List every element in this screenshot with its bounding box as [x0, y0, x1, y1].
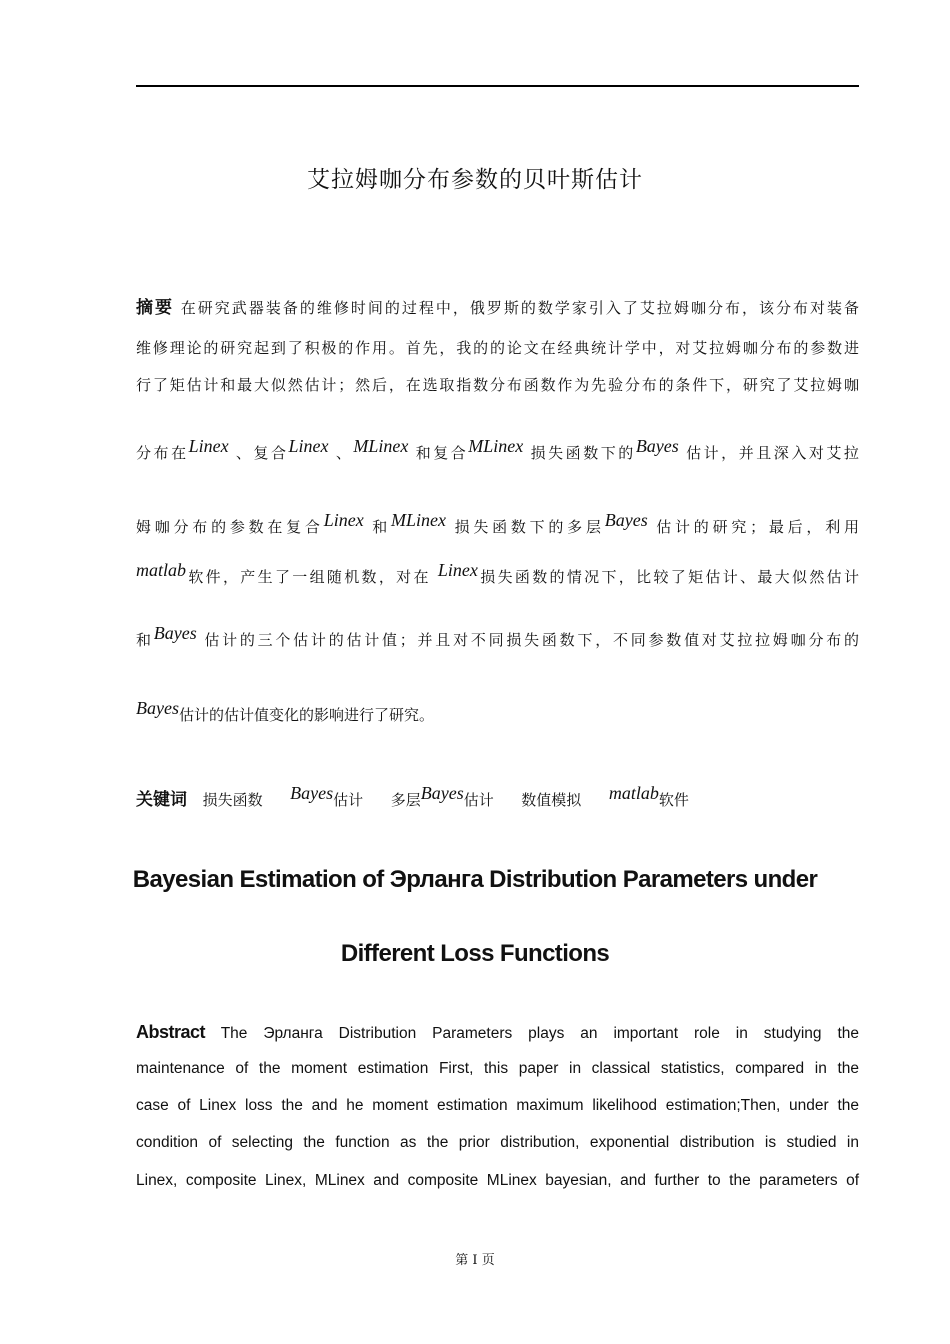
abstract-en-heading: Abstract — [136, 1022, 206, 1042]
chinese-title: 艾拉姆咖分布参数的贝叶斯估计 — [307, 167, 643, 193]
abstract-cn-line-4: 分布在Linex 、复合Linex 、MLinex 和复合MLinex 损失函数下的Bayes 估计，并且深入对艾拉 — [136, 436, 859, 462]
abstract-en-line-5: Linex, composite Linex, MLinex and composite MLinex bayesian, and further to the parameters of — [136, 1172, 859, 1189]
keyword-1: 损失函数 — [202, 791, 263, 809]
abstract-cn-line-6: matlab软件，产生了一组随机数，对在 Linex损失函数的情况下，比较了矩估计、最大似然估计 — [136, 560, 859, 586]
english-title-line-2: Different Loss Functions — [340, 940, 610, 967]
abstract-cn-line-2: 维修理论的研究起到了积极的作用。首先，我的的论文在经典统计学中，对艾拉姆咖分布的参数进 — [136, 339, 859, 357]
abstract-en-line-1: Abstract The Эрланга Distribution Parameters plays an important role in studying the — [136, 1022, 859, 1042]
header-rule — [136, 85, 859, 87]
abstract-cn-line-3: 行了矩估计和最大似然估计；然后，在选取指数分布函数作为先验分布的条件下，研究了艾拉姆咖 — [136, 376, 859, 394]
keyword-4: 数值模拟 — [521, 791, 582, 809]
abstract-en-line-4: condition of selecting the function as the prior distribution, exponential distribution is studied in — [136, 1134, 859, 1151]
keyword-5: 软件 — [658, 791, 689, 809]
abstract-cn-heading: 摘要 — [136, 298, 175, 318]
abstract-cn-line-1: 摘要 在研究武器装备的维修时间的过程中，俄罗斯的数学家引入了艾拉姆咖分布，该分布对装备 — [136, 298, 859, 318]
abstract-cn-line-8: Bayes估计的估计值变化的影响进行了研究。 — [136, 698, 434, 724]
keyword-2: 估计 — [333, 791, 364, 809]
keywords-heading: 关键词 — [136, 790, 187, 810]
abstract-en-line-3: case of Linex loss the and he moment estimation maximum likelihood estimation;Then, under the — [136, 1097, 859, 1114]
english-title-line-1: Bayesian Estimation of Эрланга Distribution Parameters under — [132, 866, 818, 893]
page-number: 第 I 页 — [455, 1253, 495, 1268]
abstract-cn-line-7: 和Bayes 估计的三个估计的估计值；并且对不同损失函数下，不同参数值对艾拉拉姆咖分布的 — [136, 623, 859, 649]
keyword-3: 多层 — [390, 791, 421, 809]
abstract-cn-line-5: 姆咖分布的参数在复合Linex 和MLinex 损失函数下的多层Bayes 估计的研究；最后，利用 — [136, 510, 859, 536]
abstract-en-line-2: maintenance of the moment estimation First, this paper in classical statistics, compared in the — [136, 1060, 859, 1077]
